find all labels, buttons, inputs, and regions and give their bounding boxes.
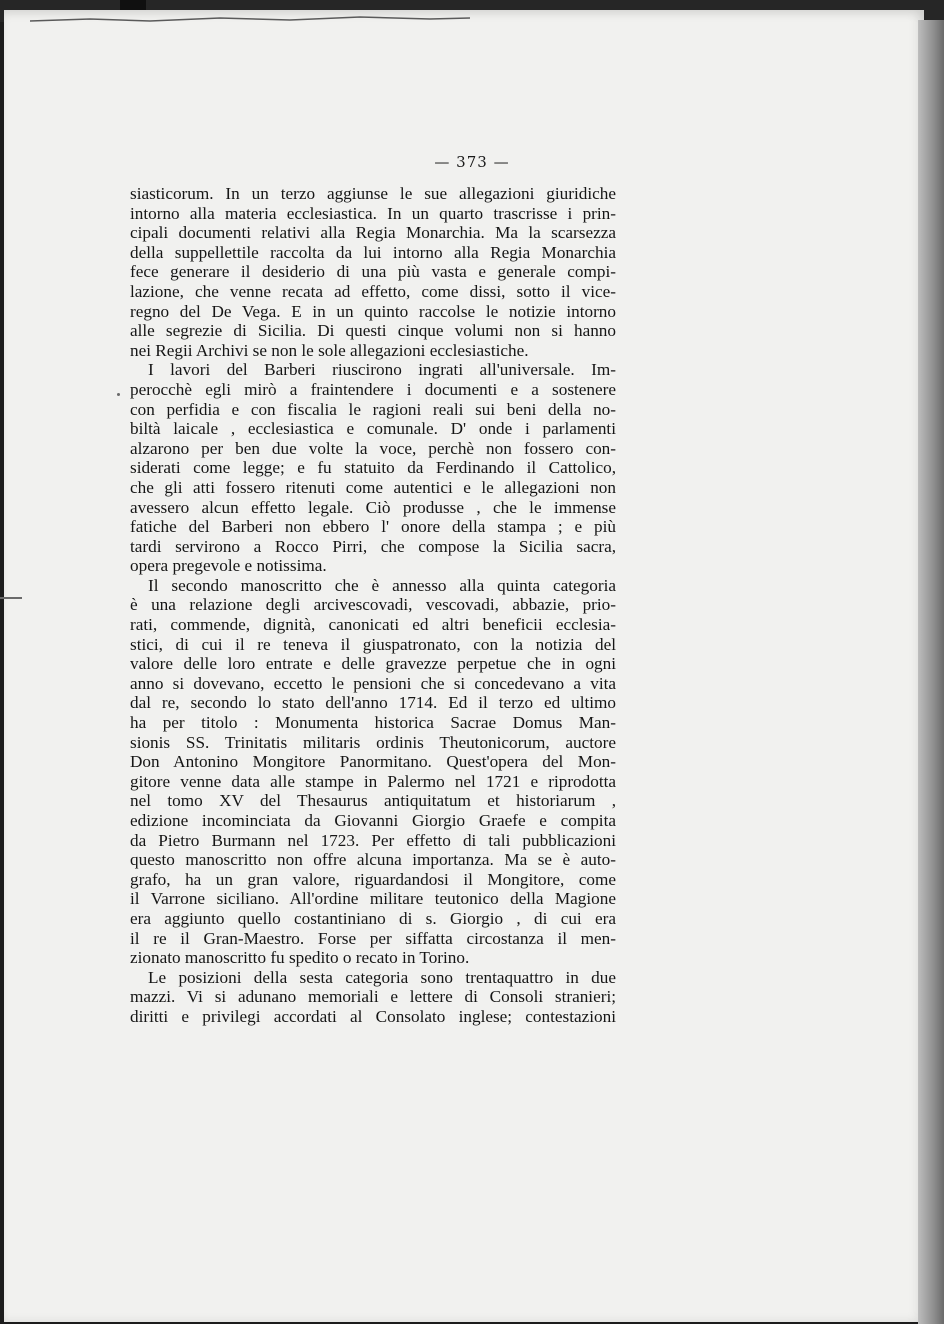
- text-line: è una relazione degli arcivescovadi, vescovadi, abbazie, prio-: [130, 595, 616, 615]
- text-line: nel tomo XV del Thesaurus antiquitatum et historiarum ,: [130, 791, 616, 811]
- text-line: siasticorum. In un terzo aggiunse le sue allegazioni giuridiche: [130, 184, 616, 203]
- page-number: — 373 —: [434, 153, 510, 171]
- text-line: alzarono per ben due volte la voce, perchè non fossero con-: [130, 438, 616, 458]
- text-line: dal re, secondo lo stato dell'anno 1714. Ed il terzo ed ultimo: [130, 693, 616, 713]
- text-line: Il secondo manoscritto che è annesso alla quinta categoria: [148, 575, 616, 595]
- text-line: cipali documenti relativi alla Regia Monarchia. Ma la scarsezza: [130, 223, 616, 243]
- text-line: Don Antonino Mongitore Panormitano. Quest'opera del Mon-: [130, 752, 616, 772]
- text-line: lazione, che venne recata ad effetto, come dissi, sotto il vice-: [130, 281, 616, 301]
- text-line: avessero alcun effetto legale. Ciò produsse , che le immense: [130, 497, 616, 517]
- text-line: il Varrone siciliano. All'ordine militare teutonico della Magione: [130, 889, 616, 909]
- text-line: zionato manoscritto fu spedito o recato in Torino.: [130, 948, 470, 968]
- text-line: grafo, ha un gran valore, riguardandosi il Mongitore, come: [130, 869, 616, 889]
- text-line: tardi servirono a Rocco Pirri, che compose la Sicilia sacra,: [130, 536, 616, 556]
- text-line: alle segrezie di Sicilia. Di questi cinque volumi non si hanno: [130, 321, 616, 341]
- text-line: intorno alla materia ecclesiastica. In un quarto trascrisse i prin-: [130, 203, 616, 223]
- pencil-scribble-mark: [30, 12, 470, 26]
- text-line: edizione incominciata da Giovanni Giorgio Graefe e compita: [130, 811, 616, 830]
- text-line: nei Regii Archivi se non le sole allegazioni ecclesiastiche.: [130, 340, 529, 360]
- text-line: opera pregevole e notissima.: [130, 556, 327, 576]
- text-line: fece generare il desiderio di una più vasta e generale compi-: [130, 262, 616, 282]
- text-line: che gli atti fossero ritenuti come autentici e le allegazioni non: [130, 477, 616, 497]
- text-line: valore delle loro entrate e delle gravezze perpetue che in ogni: [130, 654, 616, 674]
- text-line: diritti e privilegi accordati al Consolato inglese; contestazioni: [130, 1006, 616, 1026]
- text-line: stici, di cui il re teneva il giuspatronato, con la notizia del: [130, 634, 616, 654]
- text-line: sionis SS. Trinitatis militaris ordinis Theutonicorum, auctore: [130, 732, 616, 752]
- margin-mark-left: [0, 597, 22, 599]
- text-line: ha per titolo : Monumenta historica Sacrae Domus Man-: [130, 713, 616, 733]
- text-line: rati, commende, dignità, canonicati ed altri beneficii ecclesia-: [130, 615, 616, 635]
- margin-dot: [117, 393, 120, 396]
- page-edge-shadow: [918, 20, 944, 1324]
- text-line: era aggiunto quello costantiniano di s. Giorgio , di cui era: [130, 908, 616, 928]
- text-line: siderati come legge; e fu statuito da Ferdinando il Cattolico,: [130, 458, 616, 478]
- text-line: mazzi. Vi si adunano memoriali e lettere di Consoli stranieri;: [130, 987, 616, 1007]
- text-line: regno del De Vega. E in un quinto raccolse le notizie intorno: [130, 301, 616, 321]
- text-line: I lavori del Barberi riuscirono ingrati all'universale. Im-: [148, 360, 616, 380]
- text-line: il re il Gran-Maestro. Forse per siffatta circostanza il men-: [130, 928, 616, 948]
- text-line: con perfidia e con fiscalia le ragioni reali sui beni della no-: [130, 399, 616, 419]
- text-line: Le posizioni della sesta categoria sono trentaquattro in due: [148, 967, 616, 987]
- text-line: fatiche del Barberi non ebbero l' onore della stampa ; e più: [130, 517, 616, 537]
- text-line: da Pietro Burmann nel 1723. Per effetto di tali pubblicazioni: [130, 830, 616, 850]
- text-line: perocchè egli mirò a fraintendere i documenti e a sostenere: [130, 379, 616, 399]
- text-line: biltà laicale , ecclesiastica e comunale. D' onde i parlamenti: [130, 419, 616, 439]
- text-line: anno si dovevano, eccetto le pensioni che si concedevano a vita: [130, 673, 616, 693]
- text-line: gitore venne data alle stampe in Palermo nel 1721 e riprodotta: [130, 771, 616, 791]
- text-line: della suppellettile raccolta da lui intorno alla Regia Monarchia: [130, 242, 616, 262]
- body-text: [130, 184, 616, 1027]
- text-line: questo manoscritto non offre alcuna importanza. Ma se è auto-: [130, 850, 616, 870]
